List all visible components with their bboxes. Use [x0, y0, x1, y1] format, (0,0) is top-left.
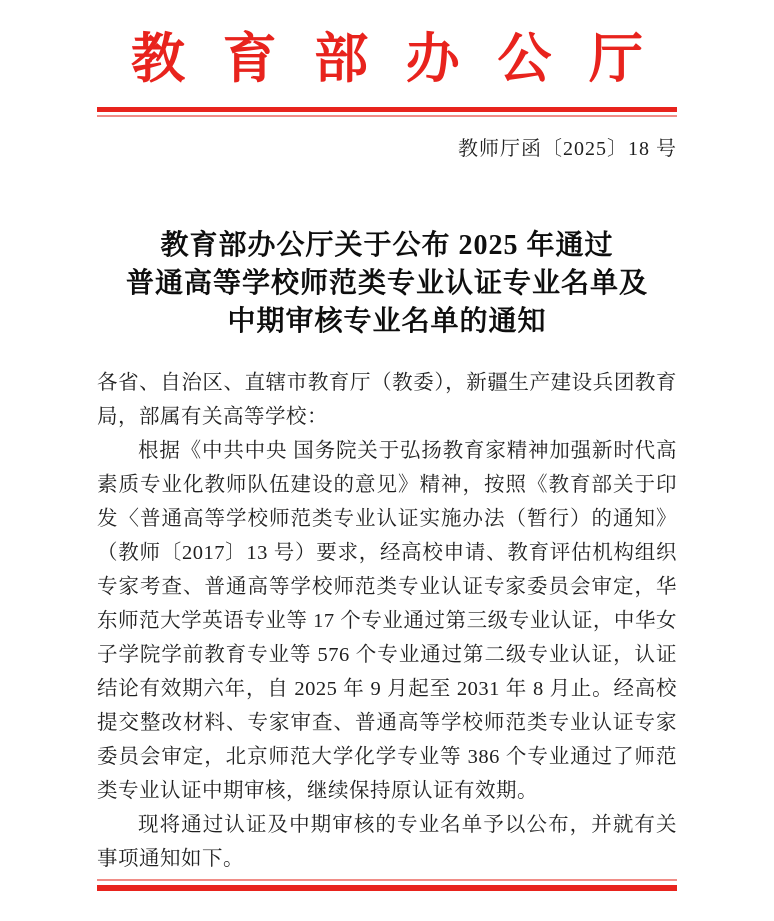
salutation-line: 各省、自治区、直辖市教育厅（教委），新疆生产建设兵团教育局，部属有关高等学校：: [97, 372, 677, 428]
notice-title-line-1: 教育部办公厅关于公布 2025 年通过: [160, 230, 614, 261]
document-number: 教师厅函〔2025〕18 号: [458, 138, 677, 160]
letterhead-divider: [97, 107, 677, 117]
notice-body: [97, 366, 677, 876]
notice-title: [97, 227, 677, 341]
document-content: [97, 0, 677, 891]
footer-divider-thin-rule: [97, 879, 677, 881]
letterhead-org-title: 教育部办公厅: [131, 29, 643, 89]
body-paragraph-2: 现将通过认证及中期审核的专业名单予以公布，并就有关事项通知如下。: [97, 814, 677, 870]
notice-title-line-3: 中期审核专业名单的通知: [227, 306, 547, 337]
notice-title-line-2: 普通高等学校师范类专业认证专业名单及: [125, 268, 648, 299]
footer-divider-thick-rule: [97, 885, 677, 891]
body-paragraph-1: 根据《中共中央 国务院关于弘扬教育家精神加强新时代高素质专业化教师队伍建设的意见》精神，按照《教育部关于印发〈普通高等学校师范类专业认证实施办法（暂行）的通知》（教师〔2017〕13 号）要求，经高校申请、教育评估机构组织专家考查、普通高等学校师范类专业认证专家委员会审定，华东师范大学英语专业等 17 个专业通过第三级专业认证，中华女子学院学前教育专业等 576 个专业通过第二级专业认证，认证结论有效期六年，自 2025 年 9 月起至 2031 年 8 月止。经高校提交整改材料、专家审查、普通高等学校师范类专业认证专家委员会审定，北京师范大学化学专业等 386 个专业通过了师范类专业认证中期审核，继续保持原认证有效期。: [97, 440, 677, 802]
letterhead-divider-thin-rule: [97, 115, 677, 117]
footer-divider: [97, 879, 677, 891]
letterhead-divider-thick-rule: [97, 107, 677, 112]
